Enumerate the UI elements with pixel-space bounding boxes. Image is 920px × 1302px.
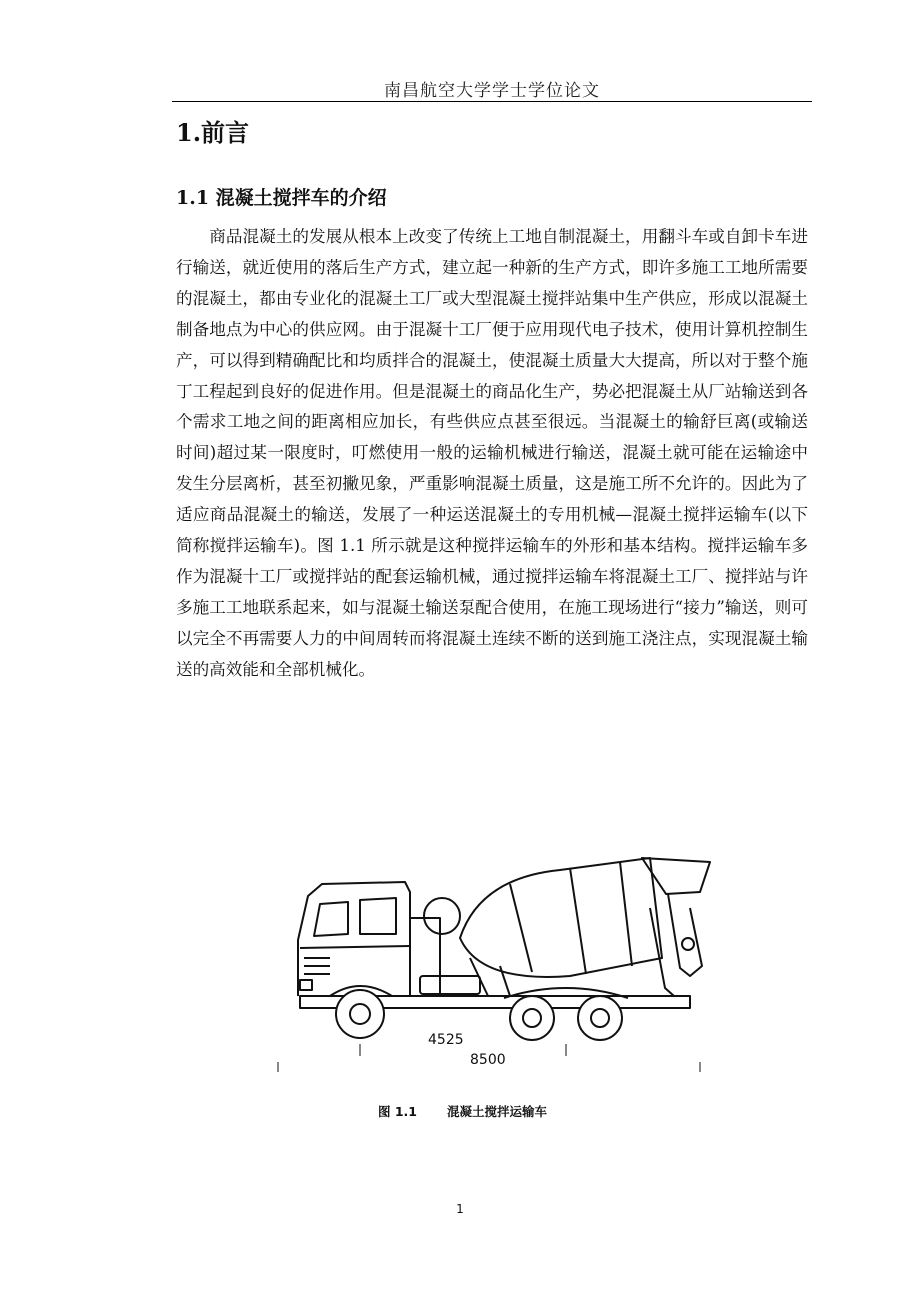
cab-side-window: [360, 898, 396, 934]
figure-caption-number: 图 1.1: [378, 1104, 417, 1119]
body-paragraph: 商品混凝土的发展从根本上改变了传统上工地自制混凝土，用翻斗车或自卸卡车进行输送，就近使用的落后生产方式，建立起一种新的生产方式，即许多施工工地所需要的混凝土，都由专业化的混凝土工厂或大型混凝土搅拌站集中生产供应，形成以混凝土制备地点为中心的供应网。由于混凝十工厂便于应用现代电子技术，使用计算机控制生产，可以得到精确配比和均质拌合的混凝土，使混凝土质量大大提高，所以对于整个施丁工程起到良好的促进作用。但是混凝土的商品化生产，势必把混凝土从厂站输送到各个需求工地之间的距离相应加长，有些供应点甚至很远。当混凝土的输舒巨离(或输送时间)超过某一限度时，叮燃使用一般的运输机械进行输送，混凝土就可能在运输途中发生分层离析，甚至初撇见象，严重影响混凝土质量，这是施工所不允许的。因此为了适应商品混凝土的输送，发展了一种运送混凝土的专用机械—混凝土搅拌运输车(以下简称搅拌运输车)。图 1.1 所示就是这种搅拌运输车的外形和基本结构。搅拌运输车多作为混凝十工厂或搅拌站的配套运输机械，通过搅拌运输车将混凝土工厂、搅拌站与许多施工工地联系起来，如与混凝土输送泵配合使用，在施工现场进行“接力”输送，则可以完全不再需要人力的中间周转而将混凝土连续不断的送到施工浇注点，实现混凝土输送的高效能和全部机械化。: [176, 227, 808, 679]
discharge-chute: [668, 894, 702, 976]
dimension-total-length: 8500: [470, 1052, 506, 1068]
cab-grille: [304, 958, 330, 974]
dimension-wheelbase: 4525: [428, 1032, 464, 1048]
cab-front-window: [314, 902, 348, 936]
running-header: 南昌航空大学学士学位论文: [384, 81, 600, 101]
mixer-truck-figure: [270, 848, 720, 1076]
fuel-tank: [420, 976, 480, 994]
page-number: 1: [456, 1202, 464, 1216]
subsection-heading: 1.1 混凝土搅拌车的介绍: [176, 187, 387, 209]
section-heading: 1.前言: [176, 118, 250, 147]
headlight: [300, 980, 312, 990]
figure-caption-text: 混凝土搅拌运输车: [447, 1104, 548, 1119]
figure-caption: [378, 1102, 547, 1120]
header-divider: [172, 101, 812, 102]
water-tank: [424, 898, 460, 934]
